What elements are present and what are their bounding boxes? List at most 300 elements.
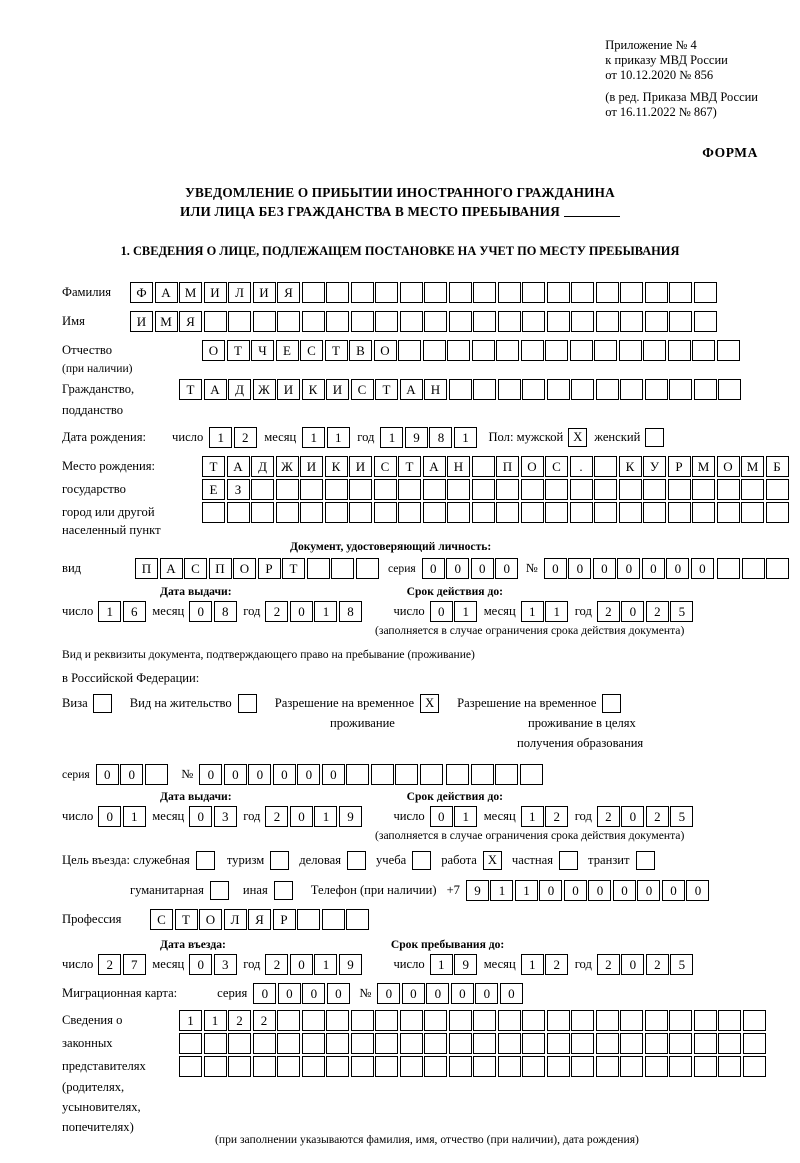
cell[interactable] bbox=[620, 1056, 643, 1077]
cell[interactable] bbox=[596, 379, 619, 400]
cell[interactable] bbox=[570, 479, 593, 500]
cell[interactable] bbox=[325, 502, 348, 523]
cell[interactable]: 2 bbox=[545, 954, 568, 975]
cell[interactable] bbox=[594, 502, 617, 523]
cell[interactable]: 9 bbox=[466, 880, 489, 901]
cell[interactable]: 1 bbox=[123, 806, 146, 827]
cell[interactable] bbox=[375, 1033, 398, 1054]
cell[interactable]: 0 bbox=[539, 880, 562, 901]
cell[interactable]: 2 bbox=[98, 954, 121, 975]
cell[interactable] bbox=[277, 1010, 300, 1031]
cell[interactable]: 5 bbox=[670, 954, 693, 975]
cell[interactable]: 1 bbox=[209, 427, 232, 448]
cell[interactable] bbox=[547, 282, 570, 303]
cell[interactable]: Е bbox=[202, 479, 225, 500]
cell[interactable]: 0 bbox=[662, 880, 685, 901]
cell[interactable]: К bbox=[325, 456, 348, 477]
cell[interactable]: У bbox=[643, 456, 666, 477]
purpose-other-checkbox[interactable] bbox=[274, 881, 293, 900]
cell[interactable] bbox=[741, 502, 764, 523]
cell[interactable] bbox=[400, 282, 423, 303]
cell[interactable]: 1 bbox=[314, 601, 337, 622]
cell[interactable]: 0 bbox=[666, 558, 689, 579]
cell[interactable]: 3 bbox=[214, 954, 237, 975]
cell[interactable]: О bbox=[374, 340, 397, 361]
cell[interactable]: 1 bbox=[521, 601, 544, 622]
cell[interactable]: Ж bbox=[253, 379, 276, 400]
cell[interactable] bbox=[522, 1010, 545, 1031]
cell[interactable] bbox=[495, 764, 518, 785]
cell[interactable] bbox=[496, 479, 519, 500]
cell[interactable] bbox=[692, 502, 715, 523]
cell[interactable]: 5 bbox=[670, 601, 693, 622]
cell[interactable] bbox=[228, 1056, 251, 1077]
cell[interactable] bbox=[449, 282, 472, 303]
cell[interactable]: А bbox=[400, 379, 423, 400]
cell[interactable]: 0 bbox=[322, 764, 345, 785]
cell[interactable]: Н bbox=[447, 456, 470, 477]
cell[interactable]: С bbox=[374, 456, 397, 477]
cell[interactable]: Т bbox=[227, 340, 250, 361]
cell[interactable]: 0 bbox=[564, 880, 587, 901]
cell[interactable] bbox=[547, 379, 570, 400]
purpose-private-checkbox[interactable] bbox=[559, 851, 578, 870]
cell[interactable]: 0 bbox=[686, 880, 709, 901]
cell[interactable] bbox=[522, 1056, 545, 1077]
sex-male-checkbox[interactable]: Х bbox=[568, 428, 587, 447]
cell[interactable]: 1 bbox=[314, 954, 337, 975]
cell[interactable] bbox=[669, 1033, 692, 1054]
cell[interactable] bbox=[498, 1010, 521, 1031]
cell[interactable] bbox=[668, 502, 691, 523]
cell[interactable]: А bbox=[155, 282, 178, 303]
cell[interactable]: М bbox=[692, 456, 715, 477]
cell[interactable] bbox=[742, 558, 765, 579]
cell[interactable]: 0 bbox=[471, 558, 494, 579]
cell[interactable] bbox=[375, 1010, 398, 1031]
purpose-study-checkbox[interactable] bbox=[412, 851, 431, 870]
cell[interactable]: Я bbox=[277, 282, 300, 303]
cell[interactable]: Р bbox=[273, 909, 296, 930]
cell[interactable] bbox=[307, 558, 330, 579]
cell[interactable] bbox=[473, 379, 496, 400]
cell[interactable]: 0 bbox=[120, 764, 143, 785]
cell[interactable] bbox=[326, 282, 349, 303]
cell[interactable] bbox=[447, 340, 470, 361]
cell[interactable]: Е bbox=[276, 340, 299, 361]
cell[interactable] bbox=[694, 282, 717, 303]
cell[interactable]: 0 bbox=[96, 764, 119, 785]
cell[interactable]: М bbox=[741, 456, 764, 477]
cell[interactable] bbox=[522, 311, 545, 332]
cell[interactable]: Ф bbox=[130, 282, 153, 303]
cell[interactable]: О bbox=[202, 340, 225, 361]
cell[interactable] bbox=[620, 1033, 643, 1054]
cell[interactable]: З bbox=[227, 479, 250, 500]
cell[interactable]: 0 bbox=[253, 983, 276, 1004]
cell[interactable] bbox=[694, 311, 717, 332]
cell[interactable]: С bbox=[300, 340, 323, 361]
residence-permit-checkbox[interactable] bbox=[238, 694, 257, 713]
cell[interactable] bbox=[300, 479, 323, 500]
cell[interactable]: 0 bbox=[189, 806, 212, 827]
cell[interactable]: М bbox=[155, 311, 178, 332]
cell[interactable] bbox=[620, 311, 643, 332]
cell[interactable]: И bbox=[204, 282, 227, 303]
cell[interactable]: 1 bbox=[380, 427, 403, 448]
cell[interactable] bbox=[547, 1010, 570, 1031]
cell[interactable] bbox=[692, 479, 715, 500]
cell[interactable] bbox=[351, 1056, 374, 1077]
purpose-tourism-checkbox[interactable] bbox=[270, 851, 289, 870]
cell[interactable] bbox=[276, 479, 299, 500]
cell[interactable]: 0 bbox=[430, 601, 453, 622]
cell[interactable] bbox=[596, 282, 619, 303]
cell[interactable] bbox=[596, 1010, 619, 1031]
cell[interactable] bbox=[302, 1033, 325, 1054]
cell[interactable]: 2 bbox=[597, 601, 620, 622]
cell[interactable] bbox=[496, 502, 519, 523]
cell[interactable] bbox=[619, 340, 642, 361]
cell[interactable] bbox=[472, 340, 495, 361]
cell[interactable]: 2 bbox=[234, 427, 257, 448]
cell[interactable]: 1 bbox=[521, 806, 544, 827]
cell[interactable] bbox=[718, 1033, 741, 1054]
cell[interactable] bbox=[741, 479, 764, 500]
cell[interactable]: 0 bbox=[273, 764, 296, 785]
cell[interactable]: С bbox=[184, 558, 207, 579]
cell[interactable] bbox=[326, 1010, 349, 1031]
cell[interactable] bbox=[645, 379, 668, 400]
cell[interactable] bbox=[277, 1033, 300, 1054]
cell[interactable] bbox=[717, 479, 740, 500]
cell[interactable] bbox=[326, 1033, 349, 1054]
cell[interactable] bbox=[498, 311, 521, 332]
cell[interactable] bbox=[424, 311, 447, 332]
cell[interactable]: 9 bbox=[405, 427, 428, 448]
cell[interactable] bbox=[297, 909, 320, 930]
cell[interactable] bbox=[645, 1010, 668, 1031]
cell[interactable]: И bbox=[300, 456, 323, 477]
cell[interactable]: П bbox=[209, 558, 232, 579]
cell[interactable] bbox=[743, 1033, 766, 1054]
cell[interactable] bbox=[472, 456, 495, 477]
cell[interactable]: 1 bbox=[179, 1010, 202, 1031]
cell[interactable] bbox=[473, 282, 496, 303]
edu-residence-checkbox[interactable] bbox=[602, 694, 621, 713]
cell[interactable] bbox=[204, 1033, 227, 1054]
cell[interactable] bbox=[743, 1056, 766, 1077]
cell[interactable]: С bbox=[545, 456, 568, 477]
cell[interactable] bbox=[449, 379, 472, 400]
cell[interactable] bbox=[374, 479, 397, 500]
cell[interactable] bbox=[145, 764, 168, 785]
cell[interactable] bbox=[571, 282, 594, 303]
cell[interactable]: 1 bbox=[314, 806, 337, 827]
cell[interactable]: 0 bbox=[621, 954, 644, 975]
cell[interactable]: 0 bbox=[613, 880, 636, 901]
cell[interactable]: К bbox=[302, 379, 325, 400]
cell[interactable]: 0 bbox=[426, 983, 449, 1004]
cell[interactable] bbox=[596, 311, 619, 332]
cell[interactable] bbox=[400, 1056, 423, 1077]
cell[interactable] bbox=[449, 1033, 472, 1054]
cell[interactable] bbox=[669, 311, 692, 332]
cell[interactable] bbox=[522, 1033, 545, 1054]
cell[interactable]: И bbox=[130, 311, 153, 332]
purpose-transit-checkbox[interactable] bbox=[636, 851, 655, 870]
cell[interactable]: 0 bbox=[297, 764, 320, 785]
cell[interactable]: 2 bbox=[265, 806, 288, 827]
cell[interactable]: 0 bbox=[446, 558, 469, 579]
cell[interactable] bbox=[594, 456, 617, 477]
cell[interactable]: 9 bbox=[339, 806, 362, 827]
cell[interactable] bbox=[400, 1033, 423, 1054]
cell[interactable]: 0 bbox=[637, 880, 660, 901]
cell[interactable]: О bbox=[199, 909, 222, 930]
cell[interactable] bbox=[375, 282, 398, 303]
cell[interactable] bbox=[424, 1033, 447, 1054]
cell[interactable]: 0 bbox=[248, 764, 271, 785]
cell[interactable] bbox=[718, 379, 741, 400]
cell[interactable] bbox=[473, 1056, 496, 1077]
cell[interactable] bbox=[571, 1033, 594, 1054]
cell[interactable]: Ж bbox=[276, 456, 299, 477]
cell[interactable]: 0 bbox=[691, 558, 714, 579]
cell[interactable] bbox=[717, 558, 740, 579]
cell[interactable]: 0 bbox=[430, 806, 453, 827]
cell[interactable]: 0 bbox=[278, 983, 301, 1004]
cell[interactable] bbox=[498, 282, 521, 303]
cell[interactable] bbox=[694, 379, 717, 400]
cell[interactable]: Т bbox=[179, 379, 202, 400]
cell[interactable] bbox=[619, 502, 642, 523]
cell[interactable] bbox=[302, 282, 325, 303]
cell[interactable]: Ч bbox=[251, 340, 274, 361]
cell[interactable] bbox=[766, 558, 789, 579]
cell[interactable]: О bbox=[521, 456, 544, 477]
cell[interactable] bbox=[227, 502, 250, 523]
cell[interactable]: 6 bbox=[123, 601, 146, 622]
temp-residence-checkbox[interactable]: Х bbox=[420, 694, 439, 713]
cell[interactable] bbox=[398, 479, 421, 500]
cell[interactable] bbox=[398, 502, 421, 523]
cell[interactable]: В bbox=[349, 340, 372, 361]
cell[interactable] bbox=[498, 1033, 521, 1054]
cell[interactable] bbox=[472, 479, 495, 500]
cell[interactable]: А bbox=[423, 456, 446, 477]
cell[interactable] bbox=[620, 1010, 643, 1031]
cell[interactable] bbox=[424, 1010, 447, 1031]
cell[interactable] bbox=[423, 479, 446, 500]
cell[interactable] bbox=[594, 340, 617, 361]
cell[interactable] bbox=[302, 1056, 325, 1077]
cell[interactable] bbox=[694, 1056, 717, 1077]
cell[interactable]: 0 bbox=[642, 558, 665, 579]
cell[interactable]: А bbox=[227, 456, 250, 477]
cell[interactable] bbox=[571, 1056, 594, 1077]
cell[interactable]: 2 bbox=[228, 1010, 251, 1031]
cell[interactable]: 0 bbox=[422, 558, 445, 579]
cell[interactable]: 1 bbox=[454, 601, 477, 622]
cell[interactable] bbox=[400, 311, 423, 332]
cell[interactable]: 0 bbox=[495, 558, 518, 579]
cell[interactable]: 3 bbox=[214, 806, 237, 827]
cell[interactable] bbox=[331, 558, 354, 579]
cell[interactable] bbox=[496, 340, 519, 361]
cell[interactable]: А bbox=[204, 379, 227, 400]
cell[interactable]: Т bbox=[325, 340, 348, 361]
cell[interactable]: Т bbox=[175, 909, 198, 930]
cell[interactable] bbox=[643, 340, 666, 361]
cell[interactable]: 0 bbox=[544, 558, 567, 579]
cell[interactable]: 0 bbox=[451, 983, 474, 1004]
cell[interactable]: Я bbox=[179, 311, 202, 332]
cell[interactable]: 5 bbox=[670, 806, 693, 827]
cell[interactable] bbox=[498, 1056, 521, 1077]
cell[interactable] bbox=[179, 1056, 202, 1077]
cell[interactable] bbox=[717, 340, 740, 361]
cell[interactable]: С bbox=[150, 909, 173, 930]
cell[interactable] bbox=[420, 764, 443, 785]
cell[interactable]: К bbox=[619, 456, 642, 477]
cell[interactable]: 0 bbox=[621, 601, 644, 622]
cell[interactable] bbox=[694, 1010, 717, 1031]
cell[interactable] bbox=[472, 502, 495, 523]
cell[interactable] bbox=[253, 1033, 276, 1054]
cell[interactable] bbox=[545, 479, 568, 500]
cell[interactable] bbox=[228, 1033, 251, 1054]
cell[interactable]: 2 bbox=[597, 954, 620, 975]
cell[interactable]: 2 bbox=[265, 954, 288, 975]
cell[interactable] bbox=[570, 502, 593, 523]
cell[interactable] bbox=[620, 282, 643, 303]
cell[interactable]: И bbox=[277, 379, 300, 400]
cell[interactable] bbox=[669, 1010, 692, 1031]
purpose-work-checkbox[interactable]: Х bbox=[483, 851, 502, 870]
cell[interactable] bbox=[395, 764, 418, 785]
cell[interactable] bbox=[276, 502, 299, 523]
cell[interactable] bbox=[668, 479, 691, 500]
cell[interactable] bbox=[571, 311, 594, 332]
cell[interactable] bbox=[547, 311, 570, 332]
cell[interactable] bbox=[346, 764, 369, 785]
cell[interactable] bbox=[447, 479, 470, 500]
cell[interactable] bbox=[669, 1056, 692, 1077]
cell[interactable] bbox=[766, 502, 789, 523]
cell[interactable] bbox=[325, 479, 348, 500]
cell[interactable] bbox=[692, 340, 715, 361]
cell[interactable]: 1 bbox=[515, 880, 538, 901]
cell[interactable]: 0 bbox=[377, 983, 400, 1004]
cell[interactable] bbox=[718, 1056, 741, 1077]
cell[interactable]: 2 bbox=[597, 806, 620, 827]
cell[interactable]: И bbox=[326, 379, 349, 400]
cell[interactable] bbox=[645, 1033, 668, 1054]
cell[interactable]: 7 bbox=[123, 954, 146, 975]
cell[interactable] bbox=[423, 502, 446, 523]
cell[interactable] bbox=[547, 1033, 570, 1054]
cell[interactable] bbox=[179, 1033, 202, 1054]
cell[interactable]: 1 bbox=[490, 880, 513, 901]
cell[interactable]: Д bbox=[228, 379, 251, 400]
cell[interactable]: 8 bbox=[339, 601, 362, 622]
cell[interactable] bbox=[374, 502, 397, 523]
cell[interactable]: 0 bbox=[290, 806, 313, 827]
cell[interactable]: Н bbox=[424, 379, 447, 400]
cell[interactable]: Л bbox=[228, 282, 251, 303]
cell[interactable] bbox=[718, 1010, 741, 1031]
cell[interactable] bbox=[351, 1033, 374, 1054]
cell[interactable] bbox=[717, 502, 740, 523]
cell[interactable]: Р bbox=[668, 456, 691, 477]
cell[interactable] bbox=[521, 502, 544, 523]
cell[interactable] bbox=[300, 502, 323, 523]
cell[interactable] bbox=[520, 764, 543, 785]
cell[interactable] bbox=[522, 282, 545, 303]
sex-female-checkbox[interactable] bbox=[645, 428, 664, 447]
cell[interactable] bbox=[766, 479, 789, 500]
cell[interactable]: 0 bbox=[593, 558, 616, 579]
cell[interactable]: И bbox=[253, 282, 276, 303]
cell[interactable]: 0 bbox=[98, 806, 121, 827]
visa-checkbox[interactable] bbox=[93, 694, 112, 713]
cell[interactable] bbox=[202, 502, 225, 523]
cell[interactable] bbox=[645, 311, 668, 332]
cell[interactable]: 1 bbox=[430, 954, 453, 975]
cell[interactable]: 2 bbox=[646, 601, 669, 622]
cell[interactable] bbox=[547, 1056, 570, 1077]
cell[interactable]: 1 bbox=[521, 954, 544, 975]
cell[interactable] bbox=[349, 479, 372, 500]
cell[interactable]: А bbox=[160, 558, 183, 579]
cell[interactable] bbox=[356, 558, 379, 579]
cell[interactable]: 9 bbox=[454, 954, 477, 975]
cell[interactable] bbox=[449, 1010, 472, 1031]
cell[interactable]: 0 bbox=[621, 806, 644, 827]
cell[interactable] bbox=[596, 1033, 619, 1054]
cell[interactable] bbox=[400, 1010, 423, 1031]
cell[interactable]: 0 bbox=[302, 983, 325, 1004]
cell[interactable]: 0 bbox=[568, 558, 591, 579]
cell[interactable]: Т bbox=[282, 558, 305, 579]
cell[interactable]: 0 bbox=[617, 558, 640, 579]
cell[interactable]: 2 bbox=[253, 1010, 276, 1031]
cell[interactable] bbox=[277, 311, 300, 332]
cell[interactable] bbox=[545, 340, 568, 361]
cell[interactable] bbox=[473, 1033, 496, 1054]
cell[interactable]: 0 bbox=[189, 601, 212, 622]
cell[interactable] bbox=[522, 379, 545, 400]
cell[interactable] bbox=[371, 764, 394, 785]
cell[interactable] bbox=[375, 311, 398, 332]
cell[interactable]: П bbox=[496, 456, 519, 477]
cell[interactable]: С bbox=[351, 379, 374, 400]
cell[interactable] bbox=[424, 1056, 447, 1077]
cell[interactable]: 0 bbox=[199, 764, 222, 785]
cell[interactable] bbox=[473, 311, 496, 332]
cell[interactable] bbox=[694, 1033, 717, 1054]
cell[interactable]: 1 bbox=[98, 601, 121, 622]
cell[interactable] bbox=[643, 502, 666, 523]
cell[interactable] bbox=[446, 764, 469, 785]
cell[interactable] bbox=[645, 1056, 668, 1077]
cell[interactable] bbox=[449, 1056, 472, 1077]
cell[interactable] bbox=[351, 311, 374, 332]
cell[interactable] bbox=[251, 502, 274, 523]
cell[interactable] bbox=[571, 379, 594, 400]
cell[interactable] bbox=[743, 1010, 766, 1031]
